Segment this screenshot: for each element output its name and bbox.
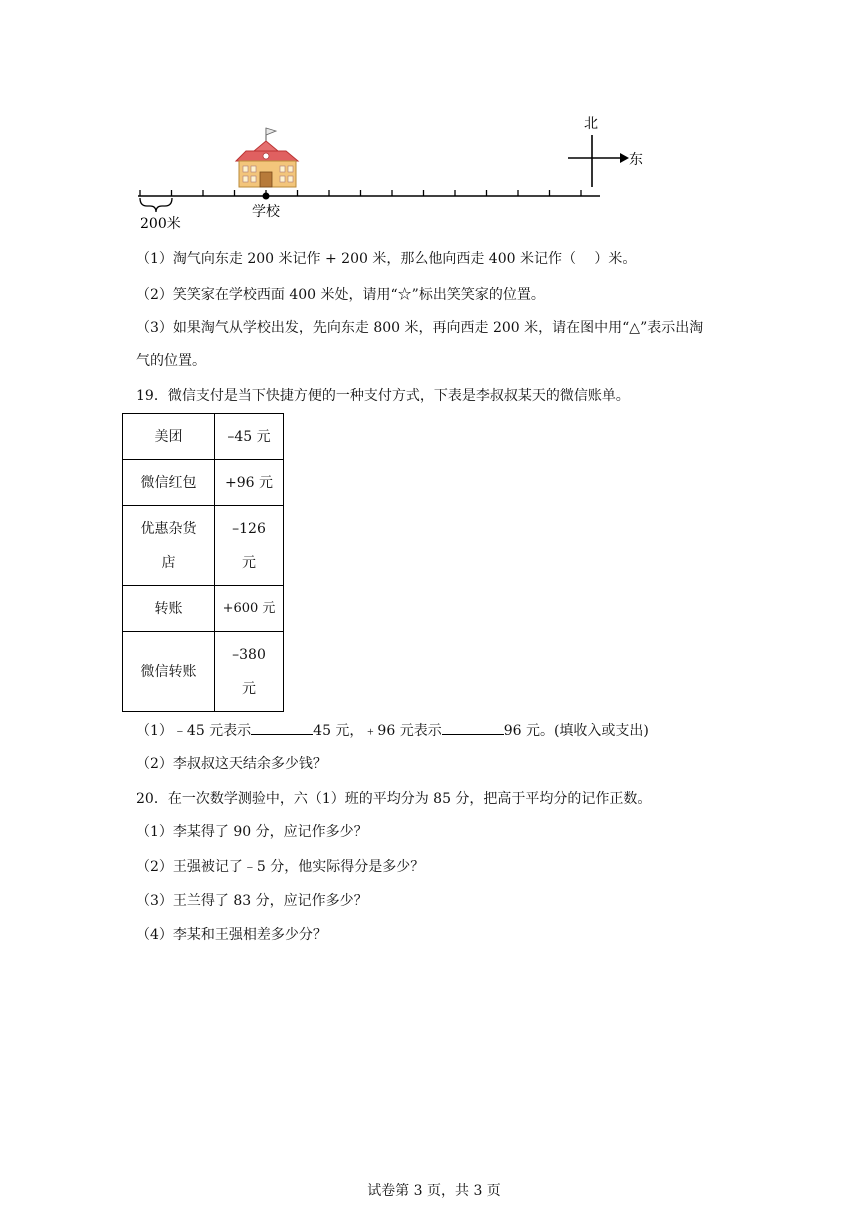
q18-part3-line1: （3）如果淘气从学校出发，先向东走 800 米，再向西走 200 米，请在图中用“△”表示出淘 — [136, 320, 704, 336]
item-cell: 微信红包 — [123, 460, 215, 506]
school-label: 学校 — [252, 204, 280, 220]
q20-part2: （2）王强被记了﹣5 分，他实际得分是多少？ — [136, 859, 425, 875]
q19-part2: （2）李叔叔这天结余多少钱？ — [136, 756, 327, 772]
scale-label: 200米 — [140, 216, 181, 232]
table-row — [123, 586, 284, 632]
amount-cell: –380 元 — [215, 632, 284, 712]
wechat-bill-table — [122, 413, 284, 712]
q20-part3: （3）王兰得了 83 分，应记作多少？ — [136, 893, 368, 909]
number-line-ticks — [140, 190, 581, 196]
school-building-icon — [236, 128, 298, 187]
amount-cell: –45 元 — [215, 414, 284, 460]
north-label: 北 — [584, 116, 598, 132]
east-label: 东 — [629, 152, 643, 168]
table-row — [123, 506, 284, 586]
item-cell: 优惠杂货 店 — [123, 506, 215, 586]
number-line-diagram — [0, 0, 868, 240]
table-row — [123, 632, 284, 712]
scale-brace — [140, 198, 172, 212]
q20-stem: 20．在一次数学测验中，六（1）班的平均分为 85 分，把高于平均分的记作正数。 — [136, 791, 652, 807]
q18-part2: （2）笑笑家在学校西面 400 米处，请用“☆”标出笑笑家的位置。 — [136, 287, 545, 303]
item-cell: 美团 — [123, 414, 215, 460]
school-position-dot — [263, 193, 270, 200]
q18-part3-line2: 气的位置。 — [136, 353, 206, 369]
q20-part1: （1）李某得了 90 分，应记作多少？ — [136, 824, 368, 840]
page-footer: 试卷第 3 页，共 3 页 — [367, 1183, 501, 1199]
item-cell: 微信转账 — [123, 632, 215, 712]
q19-part1: （1）﹣45 元表示 45 元，﹢96 元表示 96 元。(填收入或支出) — [136, 720, 649, 741]
q19-stem: 19．微信支付是当下快捷方便的一种支付方式，下表是李叔叔某天的微信账单。 — [136, 388, 630, 404]
q18-part1: （1）淘气向东走 200 米记作 + 200 米，那么他向西走 400 米记作（ ）米。 — [136, 251, 637, 267]
table-row — [123, 460, 284, 506]
amount-cell: +600 元 — [215, 586, 284, 632]
amount-cell: +96 元 — [215, 460, 284, 506]
item-cell: 转账 — [123, 586, 215, 632]
table-row — [123, 414, 284, 460]
amount-cell: –126 元 — [215, 506, 284, 586]
compass-icon — [568, 135, 629, 187]
answer-blank-1[interactable] — [251, 720, 313, 735]
answer-blank-2[interactable] — [442, 720, 504, 735]
q20-part4: （4）李某和王强相差多少分？ — [136, 927, 327, 943]
